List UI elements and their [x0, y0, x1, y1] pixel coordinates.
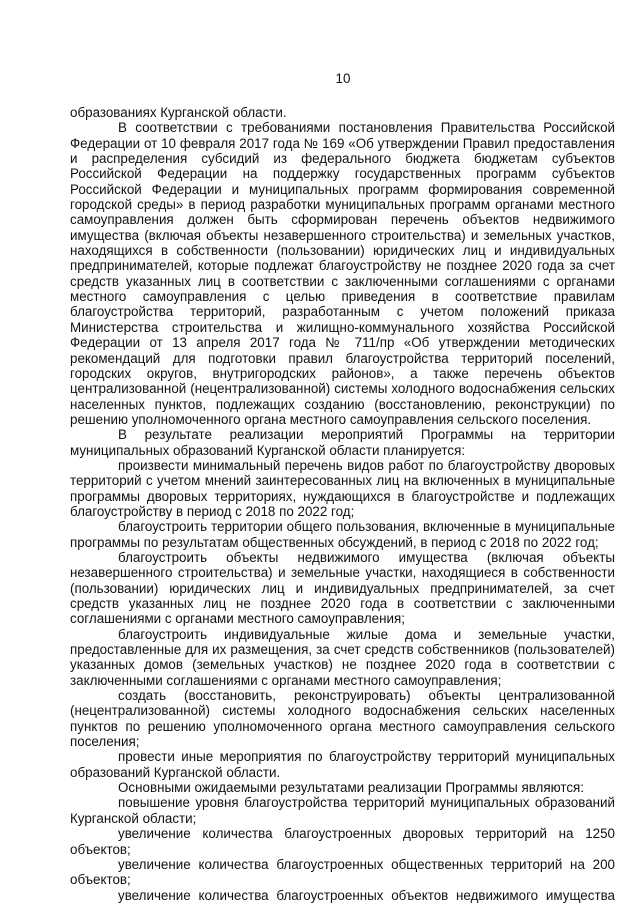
- paragraph-requirements: В соответствии с требованиями постановления Правительства Российской Федерации от 10 февраля 2017 года № 169 «Об утверждении Правил предоставления и распределения субсидий из федерального бюджета бюджетам субъектов Российской Федерации на поддержку государственных программ субъектов Российской Федерации и муниципальных программ формирования современной городской среды» в период разработки муниципальных программ органами местного самоуправления должен быть сформирован перечень объектов недвижимого имущества (включая объекты незавершенного строительства) и земельных участков, находящихся в собственности (пользовании) юридических лиц и индивидуальных предпринимателей, которые подлежат благоустройству не позднее 2020 года за счет средств указанных лиц в соответствии с заключенными соглашениями с органами местного самоуправления с целью приведения в соответствие правилам благоустройства территорий, разработанным с учетом положений приказа Министерства строительства и жилищно-коммунального хозяйства Российской Федерации от 13 апреля 2017 года № 711/пр «Об утверждении методических рекомендаций для подготовки правил благоустройства территорий поселений, городских округов, внутригородских районов», а также перечень объектов централизованной (нецентрализованной) системы холодного водоснабжения сельских населенных пунктов, подлежащих созданию (восстановлению, реконструкции) по решению уполномоченного органа местного самоуправления сельского поселения.: [70, 120, 615, 427]
- paragraph-result-yards: увеличение количества благоустроенных дворовых территорий на 1250 объектов;: [70, 826, 615, 857]
- paragraph-other-measures: провести иные мероприятия по благоустройству территорий муниципальных образований Курганской области.: [70, 749, 615, 780]
- paragraph-expected-results: Основными ожидаемыми результатами реализации Программы являются:: [118, 780, 585, 796]
- paragraph-real-estate: благоустроить объекты недвижимого имущества (включая объекты незавершенного строительства) и земельные участки, находящиеся в собственности (пользовании) юридических лиц и индивидуальных предпринимателей, за счет средств указанных лиц не позднее 2020 года в соответствии с заключенными соглашениями с органами местного самоуправления;: [70, 549, 615, 627]
- paragraph-water-supply: создать (восстановить, реконструировать) объекты централизованной (нецентрализованной) системы холодного водоснабжения сельских населенных пунктов по решению уполномоченного органа местного самоуправления сельского поселения;: [70, 688, 615, 750]
- paragraph-yard-works: произвести минимальный перечень видов работ по благоустройству дворовых территорий с учетом мнений заинтересованных лиц на включенных в муниципальные программы дворовых территориях, нуждающихся в благоустройстве и подлежащих благоустройству в период с 2018 по 2022 год;: [70, 457, 615, 519]
- paragraph-public-areas: благоустроить территории общего пользования, включенные в муниципальные программы по результатам общественных обсуждений, в период с 2018 по 2022 год;: [70, 519, 615, 550]
- document-body: [70, 105, 615, 903]
- paragraph-planned-intro: В результате реализации мероприятий Программы на территории муниципальных образований Курганской области планируется:: [70, 427, 615, 458]
- paragraph-continuation: образованиях Курганской области.: [70, 105, 287, 120]
- paragraph-result-level: повышение уровня благоустройства территорий муниципальных образований Курганской области;: [70, 795, 615, 826]
- paragraph-private-houses: благоустроить индивидуальные жилые дома и земельные участки, предоставленные для их размещения, за счет средств собственников (пользователей) указанных домов (земельных участков) не позднее 2020 года в соответствии с заключенными соглашениями с органами местного самоуправления;: [70, 626, 615, 688]
- page-number: 10: [335, 71, 351, 86]
- paragraph-result-public: увеличение количества благоустроенных общественных территорий на 200 объектов;: [70, 856, 615, 888]
- paragraph-result-real-estate: увеличение количества благоустроенных объектов недвижимого имущества: [118, 887, 615, 903]
